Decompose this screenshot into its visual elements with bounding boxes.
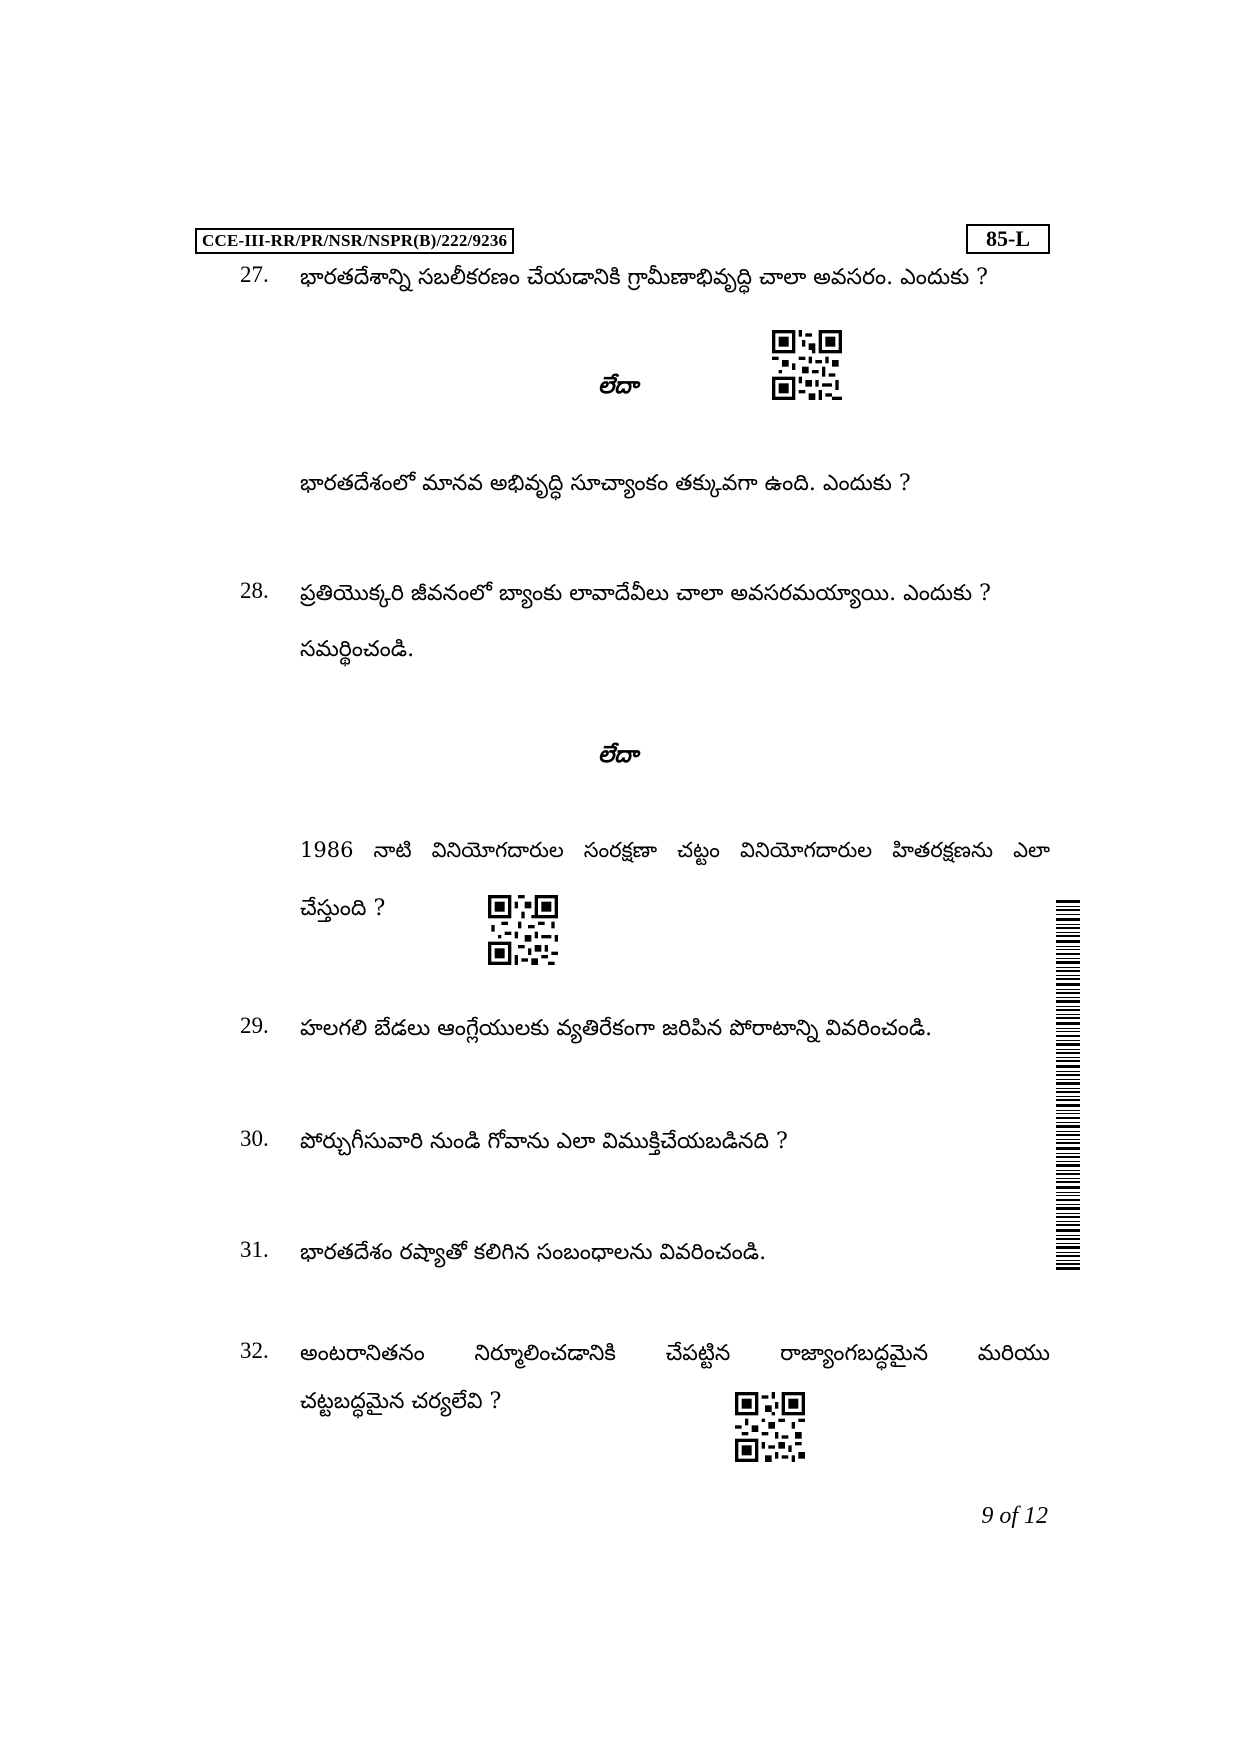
exam-code-label: CCE-III-RR/PR/NSR/NSPR(B)/222/9236 (195, 228, 514, 254)
question-32-number: 32. (240, 1338, 269, 1363)
question-32-text-line2: చట్టబద్ధమైన చర్యలేవి ? (300, 1389, 502, 1414)
qr-code-icon (772, 330, 842, 400)
question-27-alt-text: భారతదేశంలో మానవ అభివృద్ధి సూచ్యాంకం తక్కువగా ఉంది. ఎందుకు ? (300, 471, 911, 496)
question-27-text: భారతదేశాన్ని సబలీకరణం చేయడానికి గ్రామీణాభివృద్ధి చాలా అవసరం. ఎందుకు ? (300, 265, 988, 290)
question-31-text: భారతదేశం రష్యాతో కలిగిన సంబంధాలను వివరించండి. (300, 1240, 767, 1265)
question-28-alt-line2: చేస్తుంది ? (300, 896, 386, 921)
question-30-number: 30. (240, 1126, 269, 1151)
paper-id-badge: 85-L (966, 224, 1050, 254)
qr-code-icon (488, 895, 558, 965)
qr-code-icon (735, 1392, 805, 1462)
question-28-number: 28. (240, 578, 269, 603)
question-29-text: హలగలి బేడలు ఆంగ్లేయులకు వ్యతిరేకంగా జరిపిన పోరాటాన్ని వివరించండి. (300, 1016, 933, 1041)
question-29-number: 29. (240, 1013, 269, 1038)
page-number: 9 of 12 (981, 1503, 1048, 1529)
question-32-text-line1: అంటరానితనం నిర్మూలించడానికి చేపట్టిన రాజ్యాంగబద్ధమైన మరియు (300, 1341, 1050, 1366)
question-27-number: 27. (240, 262, 269, 287)
question-27-or-label: లేదా (598, 372, 639, 399)
question-28-text-line2: సమర్థించండి. (300, 637, 415, 662)
question-28-text-line1: ప్రతియొక్కరి జీవనంలో బ్యాంకు లావాదేవీలు చాలా అవసరమయ్యాయి. ఎందుకు ? (300, 581, 991, 606)
question-28-or-label: లేదా (598, 741, 639, 768)
question-31-number: 31. (240, 1237, 269, 1262)
question-30-text: పోర్చుగీసువారి నుండి గోవాను ఎలా విముక్తిచేయబడినది ? (300, 1129, 788, 1154)
question-28-alt-line1: 1986 నాటి వినియోగదారుల సంరక్షణా చట్టం వినియోగదారుల హితరక్షణను ఎలా (300, 838, 1050, 862)
barcode-icon (1056, 900, 1080, 1270)
